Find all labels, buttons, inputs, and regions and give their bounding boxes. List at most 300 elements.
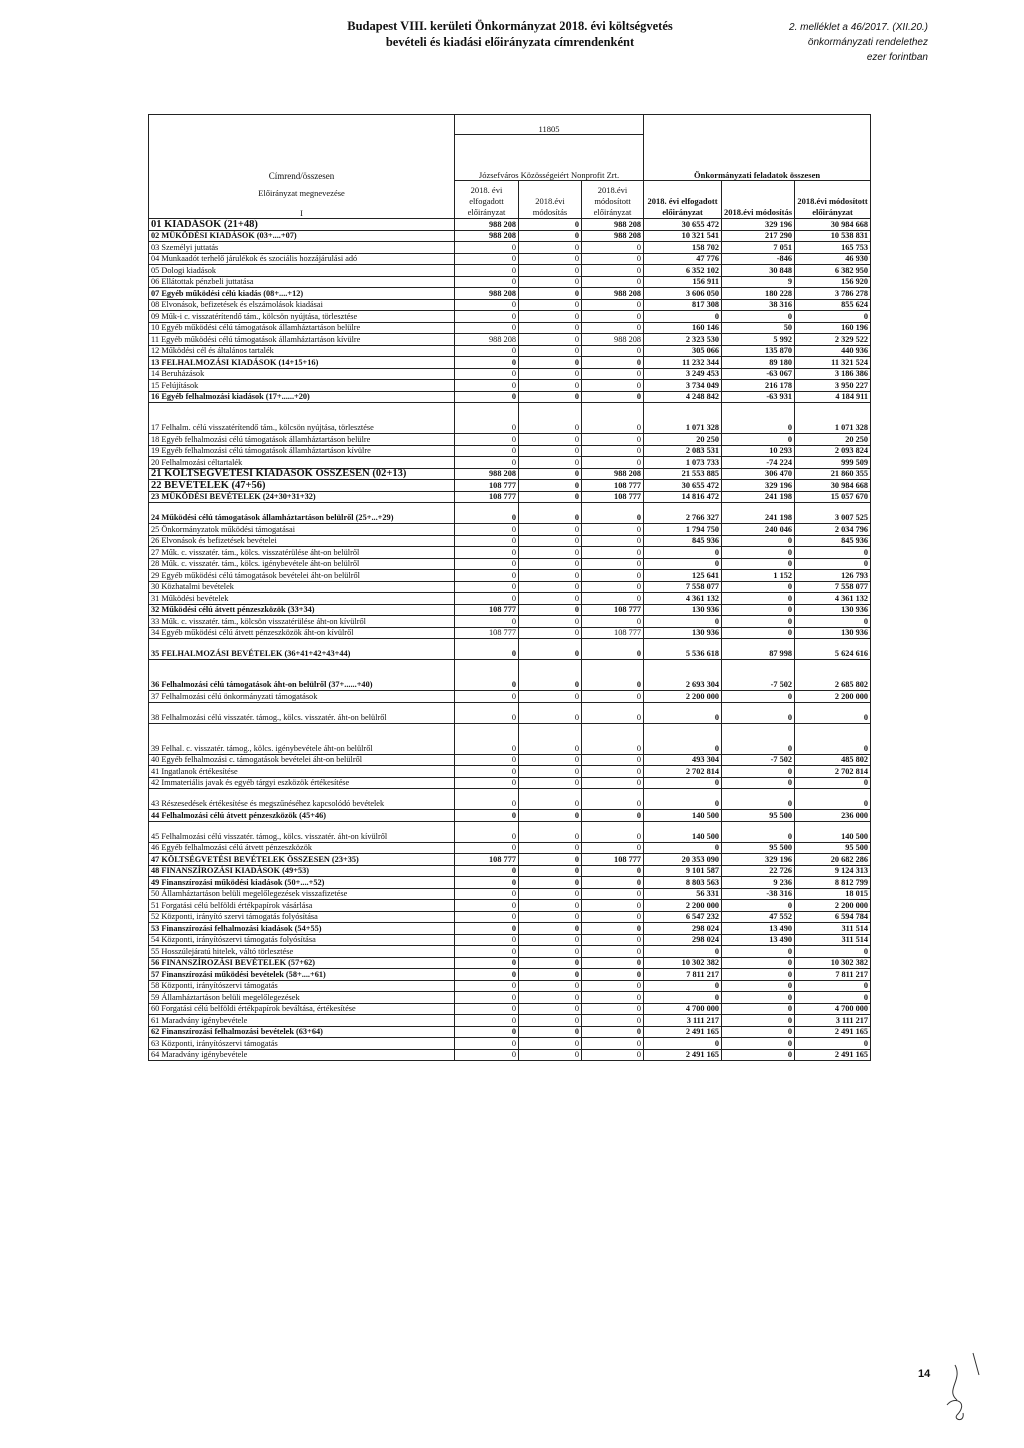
row-label: 43 Részesedések értékesítése és megszűnéséhez kapcsolódó bevételek <box>149 789 455 810</box>
row-value: 0 <box>519 660 582 691</box>
col-head-6: 2018.évi módosított előirányzat <box>795 181 871 219</box>
row-value: 0 <box>722 777 795 789</box>
row-value: 0 <box>582 593 644 605</box>
row-value: 0 <box>644 1038 722 1050</box>
table-row <box>149 842 871 854</box>
row-value: 2 200 000 <box>644 691 722 703</box>
row-value: 20 682 286 <box>795 854 871 866</box>
row-value: 0 <box>519 1026 582 1038</box>
row-value: 0 <box>519 468 582 480</box>
table-row <box>149 558 871 570</box>
col-head-1: 2018. évi elfogadott előirányzat <box>455 181 519 219</box>
row-value: 0 <box>455 969 519 981</box>
row-value: 0 <box>455 900 519 912</box>
table-row <box>149 503 871 524</box>
row-value: 241 198 <box>722 491 795 503</box>
row-label: 42 Immateriális javak és egyéb tárgyi eszközök értékesítése <box>149 777 455 789</box>
row-value: 0 <box>582 766 644 778</box>
row-value: 0 <box>455 660 519 691</box>
row-value: 10 302 382 <box>644 957 722 969</box>
header-onk-total: Önkormányzati feladatok összesen <box>644 115 871 181</box>
row-value: 0 <box>455 535 519 547</box>
table-row <box>149 957 871 969</box>
row-value: 3 786 278 <box>795 288 871 300</box>
row-value: 21 553 885 <box>644 468 722 480</box>
col-head-2: 2018.évi módosítás <box>519 181 582 219</box>
row-value: 0 <box>582 535 644 547</box>
row-value: 0 <box>519 639 582 660</box>
row-value: 329 196 <box>722 480 795 492</box>
row-value: 50 <box>722 322 795 334</box>
row-value: 0 <box>455 946 519 958</box>
handwritten-signature <box>935 1345 995 1425</box>
row-value: 0 <box>455 593 519 605</box>
row-label: 45 Felhalmozási célú visszatér. támog., kölcs. visszatér. áht-on kívülről <box>149 821 455 842</box>
table-row <box>149 865 871 877</box>
row-value: 0 <box>519 842 582 854</box>
row-value: 30 984 668 <box>795 480 871 492</box>
row-value: 2 329 522 <box>795 334 871 346</box>
table-row <box>149 777 871 789</box>
row-value: 0 <box>519 570 582 582</box>
row-value: 0 <box>722 604 795 616</box>
row-value: 0 <box>455 1049 519 1061</box>
row-value: 0 <box>582 253 644 265</box>
row-value: 0 <box>795 777 871 789</box>
row-label: 04 Munkaadót terhelő járulékok és szociális hozzájárulási adó <box>149 253 455 265</box>
row-value: 18 015 <box>795 888 871 900</box>
row-value: 0 <box>722 691 795 703</box>
row-value: 0 <box>455 877 519 889</box>
table-row <box>149 1003 871 1015</box>
row-value: 0 <box>722 593 795 605</box>
row-label: 31 Működési bevételek <box>149 593 455 605</box>
row-value: 6 547 232 <box>644 911 722 923</box>
row-value: 0 <box>722 1038 795 1050</box>
row-value: 140 500 <box>795 821 871 842</box>
title-line-2: bevételi és kiadási előirányzata címrendenként <box>385 35 635 49</box>
table-row <box>149 934 871 946</box>
row-value: 0 <box>519 604 582 616</box>
row-value: 3 186 386 <box>795 368 871 380</box>
row-value: 0 <box>455 934 519 946</box>
header-roman: I <box>300 208 303 218</box>
table-row <box>149 524 871 536</box>
header-eloir-label: Előirányzat megnevezése <box>258 188 345 198</box>
row-value: 0 <box>455 276 519 288</box>
row-value: 0 <box>455 888 519 900</box>
table-row <box>149 789 871 810</box>
row-value: 0 <box>795 616 871 628</box>
row-value: 7 811 217 <box>644 969 722 981</box>
row-label: 55 Hosszúlejáratú hitelek, váltó törlesztése <box>149 946 455 958</box>
row-value: 988 208 <box>582 230 644 242</box>
row-value: -74 224 <box>722 457 795 469</box>
col-head-5: 2018.évi módosítás <box>722 181 795 219</box>
row-label: 52 Központi, irányító szervi támogatás folyósítása <box>149 911 455 923</box>
row-value: 298 024 <box>644 934 722 946</box>
row-value: 0 <box>519 593 582 605</box>
table-row <box>149 877 871 889</box>
row-value: 0 <box>582 1049 644 1061</box>
table-row <box>149 616 871 628</box>
row-value: 165 753 <box>795 242 871 254</box>
row-value: 2 702 814 <box>644 766 722 778</box>
annex-note-line-1: 2. melléklet a 46/2017. (XII.20.) <box>789 22 928 33</box>
row-value: 241 198 <box>722 503 795 524</box>
row-value: 845 936 <box>795 535 871 547</box>
row-value: 0 <box>519 702 582 723</box>
table-row <box>149 911 871 923</box>
table-row <box>149 491 871 503</box>
row-value: 0 <box>455 253 519 265</box>
row-label: 62 Finanszírozási felhalmozási bevételek (63+64) <box>149 1026 455 1038</box>
row-value: 0 <box>455 777 519 789</box>
row-value: 11 321 524 <box>795 357 871 369</box>
row-value: 0 <box>455 380 519 392</box>
row-value: 0 <box>455 357 519 369</box>
row-value: 0 <box>722 969 795 981</box>
row-value: 0 <box>722 581 795 593</box>
row-value: 0 <box>722 547 795 559</box>
table-row <box>149 854 871 866</box>
row-label: 58 Központi, irányítószervi támogatás <box>149 980 455 992</box>
row-value: 0 <box>519 877 582 889</box>
row-value: 0 <box>519 865 582 877</box>
row-value: 6 594 784 <box>795 911 871 923</box>
row-value: 0 <box>519 253 582 265</box>
budget-table <box>148 114 871 1061</box>
row-value: 216 178 <box>722 380 795 392</box>
row-value: 0 <box>722 403 795 434</box>
row-value: 30 984 668 <box>795 219 871 231</box>
row-value: 0 <box>722 311 795 323</box>
row-label: 13 FELHALMOZÁSI KIADÁSOK (14+15+16) <box>149 357 455 369</box>
row-value: 236 000 <box>795 810 871 822</box>
table-row <box>149 660 871 691</box>
row-value: 0 <box>455 524 519 536</box>
row-value: 817 308 <box>644 299 722 311</box>
row-label: 03 Személyi juttatás <box>149 242 455 254</box>
table-row <box>149 754 871 766</box>
row-value: 0 <box>582 842 644 854</box>
row-label: 41 Ingatlanok értékesítése <box>149 766 455 778</box>
row-value: 2 491 165 <box>644 1049 722 1061</box>
annex-note <box>770 20 928 65</box>
table-row <box>149 276 871 288</box>
row-value: 0 <box>582 558 644 570</box>
table-row <box>149 969 871 981</box>
row-value: 0 <box>722 627 795 639</box>
row-value: 0 <box>519 380 582 392</box>
row-value: 22 726 <box>722 865 795 877</box>
row-value: 7 558 077 <box>644 581 722 593</box>
row-value: 0 <box>795 547 871 559</box>
row-value: 0 <box>519 357 582 369</box>
row-value: 0 <box>519 524 582 536</box>
row-label: 64 Maradvány igénybevétele <box>149 1049 455 1061</box>
row-value: 20 250 <box>795 434 871 446</box>
row-value: 126 793 <box>795 570 871 582</box>
row-value: 3 007 525 <box>795 503 871 524</box>
table-row <box>149 992 871 1004</box>
row-value: 311 514 <box>795 934 871 946</box>
row-value: 0 <box>455 403 519 434</box>
row-value: 0 <box>582 524 644 536</box>
row-value: 108 777 <box>582 491 644 503</box>
row-value: 0 <box>519 616 582 628</box>
table-row <box>149 457 871 469</box>
table-row <box>149 357 871 369</box>
row-value: 0 <box>722 1026 795 1038</box>
row-value: 0 <box>582 777 644 789</box>
table-row <box>149 593 871 605</box>
row-value: 0 <box>644 558 722 570</box>
row-value: 0 <box>519 558 582 570</box>
row-value: 10 293 <box>722 445 795 457</box>
table-row <box>149 900 871 912</box>
table-row <box>149 570 871 582</box>
row-value: 2 083 531 <box>644 445 722 457</box>
row-value: 0 <box>455 581 519 593</box>
row-label: 33 Műk. c. visszatér. tám., kölcsön visszatérülése áht-on kívülről <box>149 616 455 628</box>
row-value: 3 249 453 <box>644 368 722 380</box>
row-value: 2 093 824 <box>795 445 871 457</box>
row-value: 0 <box>582 1015 644 1027</box>
row-value: -7 502 <box>722 660 795 691</box>
row-value: 0 <box>582 345 644 357</box>
row-value: 0 <box>519 810 582 822</box>
row-value: 130 936 <box>644 604 722 616</box>
row-value: 108 777 <box>582 854 644 866</box>
row-value: 130 936 <box>795 604 871 616</box>
row-value: 0 <box>795 702 871 723</box>
row-value: 5 624 616 <box>795 639 871 660</box>
row-value: 306 470 <box>722 468 795 480</box>
row-value: 0 <box>519 691 582 703</box>
row-label: 10 Egyéb működési célú támogatások államháztartáson belülre <box>149 322 455 334</box>
table-row <box>149 219 871 231</box>
row-value: 0 <box>519 299 582 311</box>
table-row <box>149 322 871 334</box>
row-label: 35 FELHALMOZÁSI BEVÉTELEK (36+41+42+43+44) <box>149 639 455 660</box>
row-value: 0 <box>455 299 519 311</box>
row-value: 0 <box>519 391 582 403</box>
row-value: 0 <box>519 723 582 754</box>
row-label: 21 KÖLTSÉGVETÉSI KIADÁSOK ÖSSZESEN (02+13) <box>149 468 455 480</box>
row-value: 0 <box>722 980 795 992</box>
row-value: 4 700 000 <box>644 1003 722 1015</box>
row-value: 0 <box>582 900 644 912</box>
row-value: 135 870 <box>722 345 795 357</box>
row-value: 0 <box>519 969 582 981</box>
row-value: 0 <box>582 946 644 958</box>
row-value: 0 <box>582 957 644 969</box>
row-value: 0 <box>644 723 722 754</box>
row-value: 0 <box>455 980 519 992</box>
row-value: 0 <box>644 980 722 992</box>
row-value: 30 655 472 <box>644 219 722 231</box>
row-value: 0 <box>519 1003 582 1015</box>
row-value: 0 <box>455 265 519 277</box>
row-value: 0 <box>722 558 795 570</box>
row-value: 0 <box>582 276 644 288</box>
row-value: 0 <box>722 1049 795 1061</box>
row-label: 14 Beruházások <box>149 368 455 380</box>
row-value: 0 <box>582 934 644 946</box>
row-value: 95 500 <box>722 842 795 854</box>
row-value: 0 <box>582 660 644 691</box>
row-label: 61 Maradvány igénybevétele <box>149 1015 455 1027</box>
row-label: 57 Finanszírozási működési bevételek (58+....+61) <box>149 969 455 981</box>
row-label: 60 Forgatási célú belföldi értékpapírok beváltása, értékesítése <box>149 1003 455 1015</box>
row-label: 02 MŰKÖDÉSI KIADÁSOK (03+....+07) <box>149 230 455 242</box>
row-value: 0 <box>519 766 582 778</box>
row-label: 30 Közhatalmi bevételek <box>149 581 455 593</box>
row-value: 0 <box>455 821 519 842</box>
row-value: 988 208 <box>455 230 519 242</box>
row-value: 855 624 <box>795 299 871 311</box>
row-value: 0 <box>722 789 795 810</box>
row-value: 0 <box>582 391 644 403</box>
annex-note-line-3: ezer forintban <box>866 52 928 63</box>
row-value: 0 <box>582 445 644 457</box>
row-value: 0 <box>455 391 519 403</box>
row-value: 2 693 304 <box>644 660 722 691</box>
row-value: 2 702 814 <box>795 766 871 778</box>
row-value: 0 <box>519 900 582 912</box>
row-value: 0 <box>582 1038 644 1050</box>
row-value: 0 <box>795 992 871 1004</box>
row-label: 39 Felhal. c. visszatér. támog., kölcs. igénybevétele áht-on belülről <box>149 723 455 754</box>
row-label: 36 Felhalmozási célú támogatások áht-on belülről (37+......+40) <box>149 660 455 691</box>
row-value: 0 <box>519 480 582 492</box>
row-value: 38 316 <box>722 299 795 311</box>
row-value: 0 <box>519 491 582 503</box>
page-number: 14 <box>918 1368 931 1380</box>
row-value: 89 180 <box>722 357 795 369</box>
row-value: 6 382 950 <box>795 265 871 277</box>
row-value: 0 <box>519 265 582 277</box>
row-value: 0 <box>582 1003 644 1015</box>
row-value: 0 <box>582 810 644 822</box>
row-value: 0 <box>455 445 519 457</box>
row-label: 16 Egyéb felhalmozási kiadások (17+......+20) <box>149 391 455 403</box>
row-value: 0 <box>795 723 871 754</box>
row-value: 95 500 <box>795 842 871 854</box>
row-value: 988 208 <box>455 334 519 346</box>
row-value: 2 685 802 <box>795 660 871 691</box>
row-value: 0 <box>519 334 582 346</box>
row-value: 0 <box>644 616 722 628</box>
row-value: 0 <box>519 1015 582 1027</box>
row-value: 988 208 <box>455 288 519 300</box>
row-value: 95 500 <box>722 810 795 822</box>
row-value: 6 352 102 <box>644 265 722 277</box>
row-value: 0 <box>455 723 519 754</box>
row-value: 3 111 217 <box>644 1015 722 1027</box>
row-label: 59 Államháztartáson belüli megelőlegezések <box>149 992 455 1004</box>
row-value: 0 <box>795 980 871 992</box>
row-value: 0 <box>455 570 519 582</box>
row-value: 988 208 <box>582 219 644 231</box>
row-label: 09 Műk-i c. visszatérítendő tám., kölcsön nyújtása, törlesztése <box>149 311 455 323</box>
row-label: 63 Központi, irányítószervi támogatás <box>149 1038 455 1050</box>
row-label: 34 Egyéb működési célú átvett pénzeszközök áht-on kívülről <box>149 627 455 639</box>
table-row <box>149 691 871 703</box>
row-value: 0 <box>455 434 519 446</box>
row-value: 0 <box>519 219 582 231</box>
row-value: 0 <box>795 946 871 958</box>
row-value: 0 <box>455 1015 519 1027</box>
row-value: 0 <box>519 1038 582 1050</box>
row-value: 0 <box>582 311 644 323</box>
row-value: -63 931 <box>722 391 795 403</box>
row-value: 156 920 <box>795 276 871 288</box>
row-value: 485 802 <box>795 754 871 766</box>
table-row <box>149 265 871 277</box>
row-value: 845 936 <box>644 535 722 547</box>
row-value: 0 <box>519 503 582 524</box>
row-value: 329 196 <box>722 219 795 231</box>
row-label: 53 Finanszírozási felhalmozási kiadások (54+55) <box>149 923 455 935</box>
row-value: 2 200 000 <box>795 691 871 703</box>
row-value: 298 024 <box>644 923 722 935</box>
row-value: 130 936 <box>644 627 722 639</box>
row-label: 20 Felhalmozási céltartalék <box>149 457 455 469</box>
header-cimrend: Címrend/összesen <box>149 135 455 181</box>
header-code: 11805 <box>455 115 644 135</box>
row-value: 21 860 355 <box>795 468 871 480</box>
row-value: 4 361 132 <box>644 593 722 605</box>
table-row <box>149 821 871 842</box>
row-label: 07 Egyéb működési célú kiadás (08+....+12) <box>149 288 455 300</box>
row-value: 240 046 <box>722 524 795 536</box>
row-value: 0 <box>519 992 582 1004</box>
row-value: 10 302 382 <box>795 957 871 969</box>
row-value: 999 509 <box>795 457 871 469</box>
row-value: 0 <box>455 311 519 323</box>
table-row <box>149 1049 871 1061</box>
row-value: 0 <box>519 445 582 457</box>
row-value: 0 <box>644 842 722 854</box>
row-value: 0 <box>519 311 582 323</box>
row-value: 0 <box>722 957 795 969</box>
row-value: 130 936 <box>795 627 871 639</box>
row-value: 988 208 <box>582 288 644 300</box>
row-value: 158 702 <box>644 242 722 254</box>
row-value: 2 200 000 <box>795 900 871 912</box>
table-row <box>149 1038 871 1050</box>
row-value: 1 071 328 <box>795 403 871 434</box>
row-value: 0 <box>519 581 582 593</box>
table-row <box>149 403 871 434</box>
row-value: 1 071 328 <box>644 403 722 434</box>
row-label: 37 Felhalmozási célú önkormányzati támogatások <box>149 691 455 703</box>
row-value: 0 <box>455 766 519 778</box>
row-value: -7 502 <box>722 754 795 766</box>
row-value: -846 <box>722 253 795 265</box>
row-value: 0 <box>519 368 582 380</box>
row-value: 0 <box>722 1003 795 1015</box>
row-value: 0 <box>582 911 644 923</box>
table-row <box>149 639 871 660</box>
row-value: 0 <box>722 946 795 958</box>
row-value: 0 <box>795 558 871 570</box>
row-value: 125 641 <box>644 570 722 582</box>
row-value: 108 777 <box>455 480 519 492</box>
col-head-3: 2018.évi módosított előirányzat <box>582 181 644 219</box>
